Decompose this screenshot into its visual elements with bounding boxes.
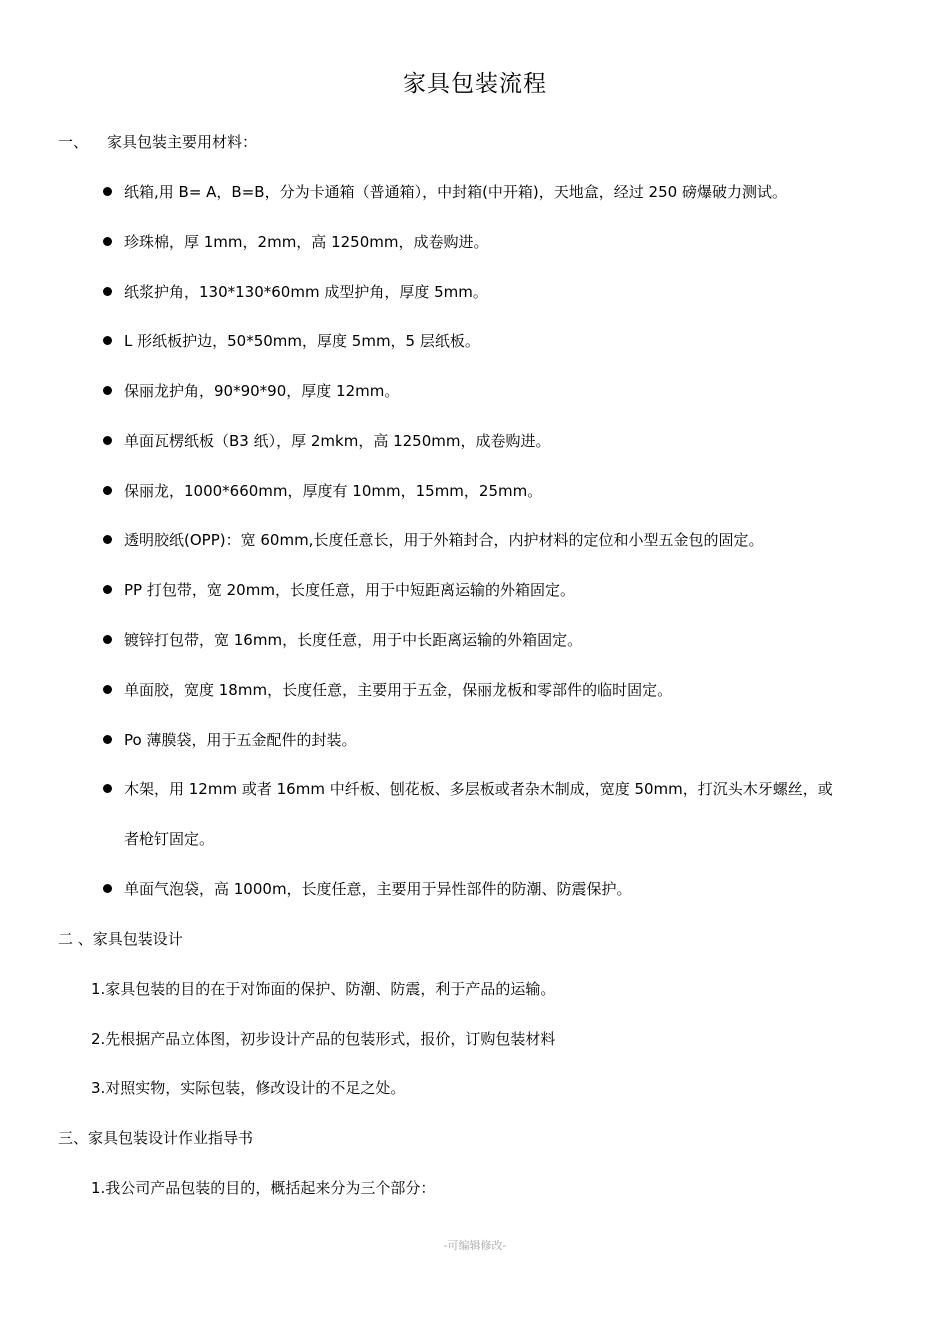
list-item: 木架，用 12mm 或者 16mm 中纤板、刨花板、多层板或者杂木制成，宽度 50mm，打沉头木牙螺丝，或 (124, 780, 833, 798)
bullet-dot (103, 187, 112, 196)
list-item: L 形纸板护边，50*50mm，厚度 5mm，5 层纸板。 (124, 332, 480, 350)
list-item: 镀锌打包带，宽 16mm，长度任意，用于中长距离运输的外箱固定。 (124, 631, 583, 649)
document-title: 家具包装流程 (403, 71, 547, 97)
section-2-heading: 二 、家具包装设计 (58, 930, 183, 948)
list-item: 单面胶，宽度 18mm，长度任意，主要用于五金，保丽龙板和零部件的临时固定。 (124, 681, 673, 699)
bullet-dot (103, 635, 112, 644)
section-3-heading: 三、家具包装设计作业指导书 (58, 1129, 254, 1147)
bullet-dot (103, 535, 112, 544)
bullet-dot (103, 685, 112, 694)
bullet-dot (103, 784, 112, 793)
list-item: 单面瓦楞纸板（B3 纸），厚 2mkm，高 1250mm，成卷购进。 (124, 432, 551, 450)
bullet-dot (103, 386, 112, 395)
section-1-number: 一、 (58, 133, 89, 151)
section-2-item: 3.对照实物，实际包装，修改设计的不足之处。 (91, 1079, 406, 1097)
list-item: 纸浆护角，130*130*60mm 成型护角，厚度 5mm。 (124, 283, 488, 301)
section-3-item: 1.我公司产品包装的目的，概括起来分为三个部分： (91, 1179, 436, 1197)
list-item: 透明胶纸(OPP)：宽 60mm,长度任意长，用于外箱封合，内护材料的定位和小型五金包的固定。 (124, 531, 764, 549)
list-item: 单面气泡袋，高 1000m，长度任意，主要用于异性部件的防潮、防震保护。 (124, 880, 632, 898)
section-1-heading: 家具包装主要用材料： (107, 133, 258, 151)
list-item: 保丽龙，1000*660mm，厚度有 10mm，15mm，25mm。 (124, 482, 543, 500)
page-footer: -可编辑修改- (443, 1239, 507, 1252)
bullet-dot (103, 336, 112, 345)
bullet-dot (103, 884, 112, 893)
section-2-item: 2.先根据产品立体图，初步设计产品的包装形式，报价，订购包装材料 (91, 1030, 556, 1048)
section-2-item: 1.家具包装的目的在于对饰面的保护、防潮、防震，利于产品的运输。 (91, 980, 556, 998)
list-item: PP 打包带，宽 20mm，长度任意，用于中短距离运输的外箱固定。 (124, 581, 575, 599)
bullet-dot (103, 436, 112, 445)
list-item: Po 薄膜袋，用于五金配件的封装。 (124, 731, 357, 749)
bullet-dot (103, 237, 112, 246)
list-item: 珍珠棉，厚 1mm，2mm，高 1250mm，成卷购进。 (124, 233, 489, 251)
bullet-dot (103, 585, 112, 594)
bullet-dot (103, 486, 112, 495)
bullet-dot (103, 287, 112, 296)
bullet-dot (103, 735, 112, 744)
list-item: 保丽龙护角，90*90*90，厚度 12mm。 (124, 382, 400, 400)
list-item: 纸箱,用 B= A，B=B，分为卡通箱（普通箱），中封箱(中开箱)，天地盒，经过 250 磅爆破力测试。 (124, 183, 787, 201)
list-item-continuation: 者枪钉固定。 (124, 830, 215, 848)
